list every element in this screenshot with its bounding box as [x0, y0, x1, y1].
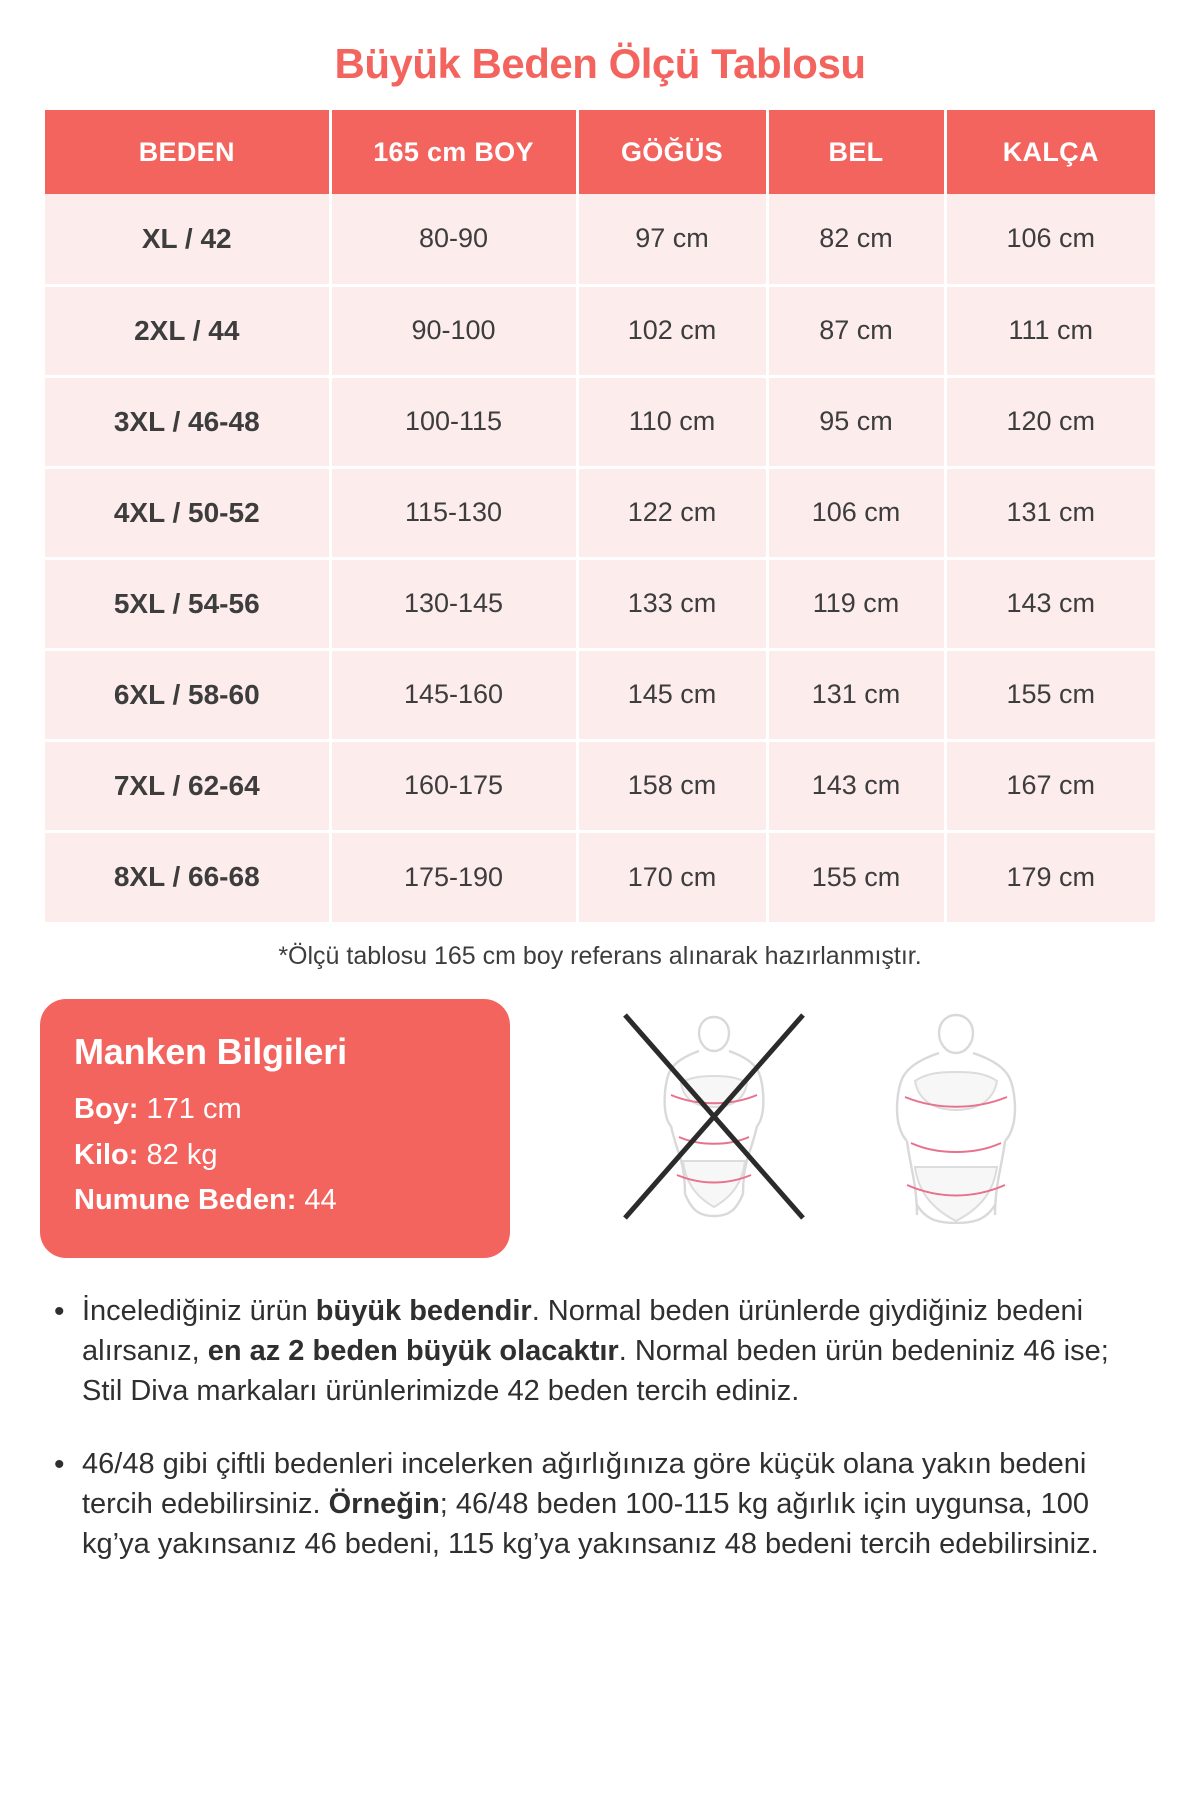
cell-size: 5XL / 54-56: [45, 558, 330, 649]
table-row: [45, 467, 1155, 558]
model-height-row: Boy: 171 cm: [74, 1093, 242, 1125]
size-advice-list: [40, 1292, 1160, 1564]
table-row: [45, 831, 1155, 922]
cell-value: 155 cm: [945, 649, 1155, 740]
cell-value: 143 cm: [767, 740, 945, 831]
table-row: [45, 558, 1155, 649]
cell-value: 87 cm: [767, 285, 945, 376]
cell-size: 3XL / 46-48: [45, 376, 330, 467]
table-row: [45, 649, 1155, 740]
table-row: [45, 376, 1155, 467]
column-header-gogus: GÖĞÜS: [577, 110, 767, 194]
cell-value: 143 cm: [945, 558, 1155, 649]
model-sample-size-value: 44: [304, 1184, 337, 1217]
bullet-dot-icon: •: [54, 1448, 65, 1482]
cell-value: 131 cm: [767, 649, 945, 740]
cell-value: 160-175: [330, 740, 577, 831]
slim-body-icon: [619, 1009, 809, 1224]
cell-value: 131 cm: [945, 467, 1155, 558]
list-item-text: 46/48 gibi çiftli bedenleri incelerken ağırlığınıza göre küçük olana yakın bedeni tercih edebilirsiniz. Örneğin; 46/48 beden 100-115 kg ağırlık için uygunsa, 100 kg’ya yakınsanız 46 bedeni, 115 kg’ya yakınsanız 48 bedeni tercih edebilirsiniz.: [82, 1448, 1099, 1560]
cell-value: 95 cm: [767, 376, 945, 467]
body-figures: [510, 999, 1160, 1224]
cell-value: 170 cm: [577, 831, 767, 922]
cell-value: 155 cm: [767, 831, 945, 922]
cell-size: 7XL / 62-64: [45, 740, 330, 831]
list-item: [48, 1445, 1142, 1564]
cell-value: 115-130: [330, 467, 577, 558]
cell-value: 120 cm: [945, 376, 1155, 467]
cell-value: 106 cm: [767, 467, 945, 558]
cell-value: 90-100: [330, 285, 577, 376]
model-weight-label: Kilo: [74, 1138, 129, 1171]
model-sample-size-label: Numune Beden: [74, 1184, 287, 1217]
model-height-label: Boy: [74, 1093, 129, 1125]
cell-value: 145 cm: [577, 649, 767, 740]
page-title: Büyük Beden Ölçü Tablosu: [334, 40, 866, 87]
slim-figure-wrapper: [619, 1009, 809, 1224]
table-footnote: *Ölçü tablosu 165 cm boy referans alınarak hazırlanmıştır.: [278, 942, 922, 970]
list-item: [48, 1292, 1142, 1411]
cell-value: 179 cm: [945, 831, 1155, 922]
table-row: [45, 194, 1155, 285]
cell-value: 102 cm: [577, 285, 767, 376]
column-header-boy: 165 cm BOY: [330, 110, 577, 194]
bullet-dot-icon: •: [54, 1295, 65, 1329]
cell-value: 97 cm: [577, 194, 767, 285]
list-item-text: İncelediğiniz ürün büyük bedendir. Normal beden ürünlerde giydiğiniz bedeni alırsanız, en az 2 beden büyük olacaktır. Normal beden ürün bedeniniz 46 ise; Stil Diva markaları ürünlerimizde 42 beden tercih ediniz.: [82, 1295, 1109, 1407]
plus-figure-wrapper: [861, 1009, 1051, 1224]
cell-value: 100-115: [330, 376, 577, 467]
column-header-kalca: KALÇA: [945, 110, 1155, 194]
table-row: [45, 285, 1155, 376]
table-header-row: [45, 110, 1155, 194]
cell-value: 82 cm: [767, 194, 945, 285]
cell-size: 4XL / 50-52: [45, 467, 330, 558]
model-info-card: [40, 999, 510, 1258]
cell-value: 111 cm: [945, 285, 1155, 376]
cell-value: 106 cm: [945, 194, 1155, 285]
model-sample-size-row: Numune Beden: 44: [74, 1184, 337, 1217]
cell-size: 8XL / 66-68: [45, 831, 330, 922]
model-height-value: 171 cm: [146, 1093, 242, 1125]
cell-value: 130-145: [330, 558, 577, 649]
cell-size: 6XL / 58-60: [45, 649, 330, 740]
model-weight-value: 82 kg: [146, 1138, 218, 1171]
model-info-heading: Manken Bilgileri: [74, 1031, 347, 1072]
cell-value: 119 cm: [767, 558, 945, 649]
size-table: [45, 110, 1155, 922]
cell-value: 80-90: [330, 194, 577, 285]
column-header-bel: BEL: [767, 110, 945, 194]
cell-value: 122 cm: [577, 467, 767, 558]
cell-value: 145-160: [330, 649, 577, 740]
cell-value: 175-190: [330, 831, 577, 922]
model-and-figures: [40, 999, 1160, 1258]
cell-value: 158 cm: [577, 740, 767, 831]
table-row: [45, 740, 1155, 831]
column-header-beden: BEDEN: [45, 110, 330, 194]
plus-size-body-icon: [861, 1009, 1051, 1224]
cell-value: 110 cm: [577, 376, 767, 467]
model-weight-row: Kilo: 82 kg: [74, 1138, 218, 1171]
cell-value: 167 cm: [945, 740, 1155, 831]
cell-size: XL / 42: [45, 194, 330, 285]
cell-size: 2XL / 44: [45, 285, 330, 376]
cell-value: 133 cm: [577, 558, 767, 649]
